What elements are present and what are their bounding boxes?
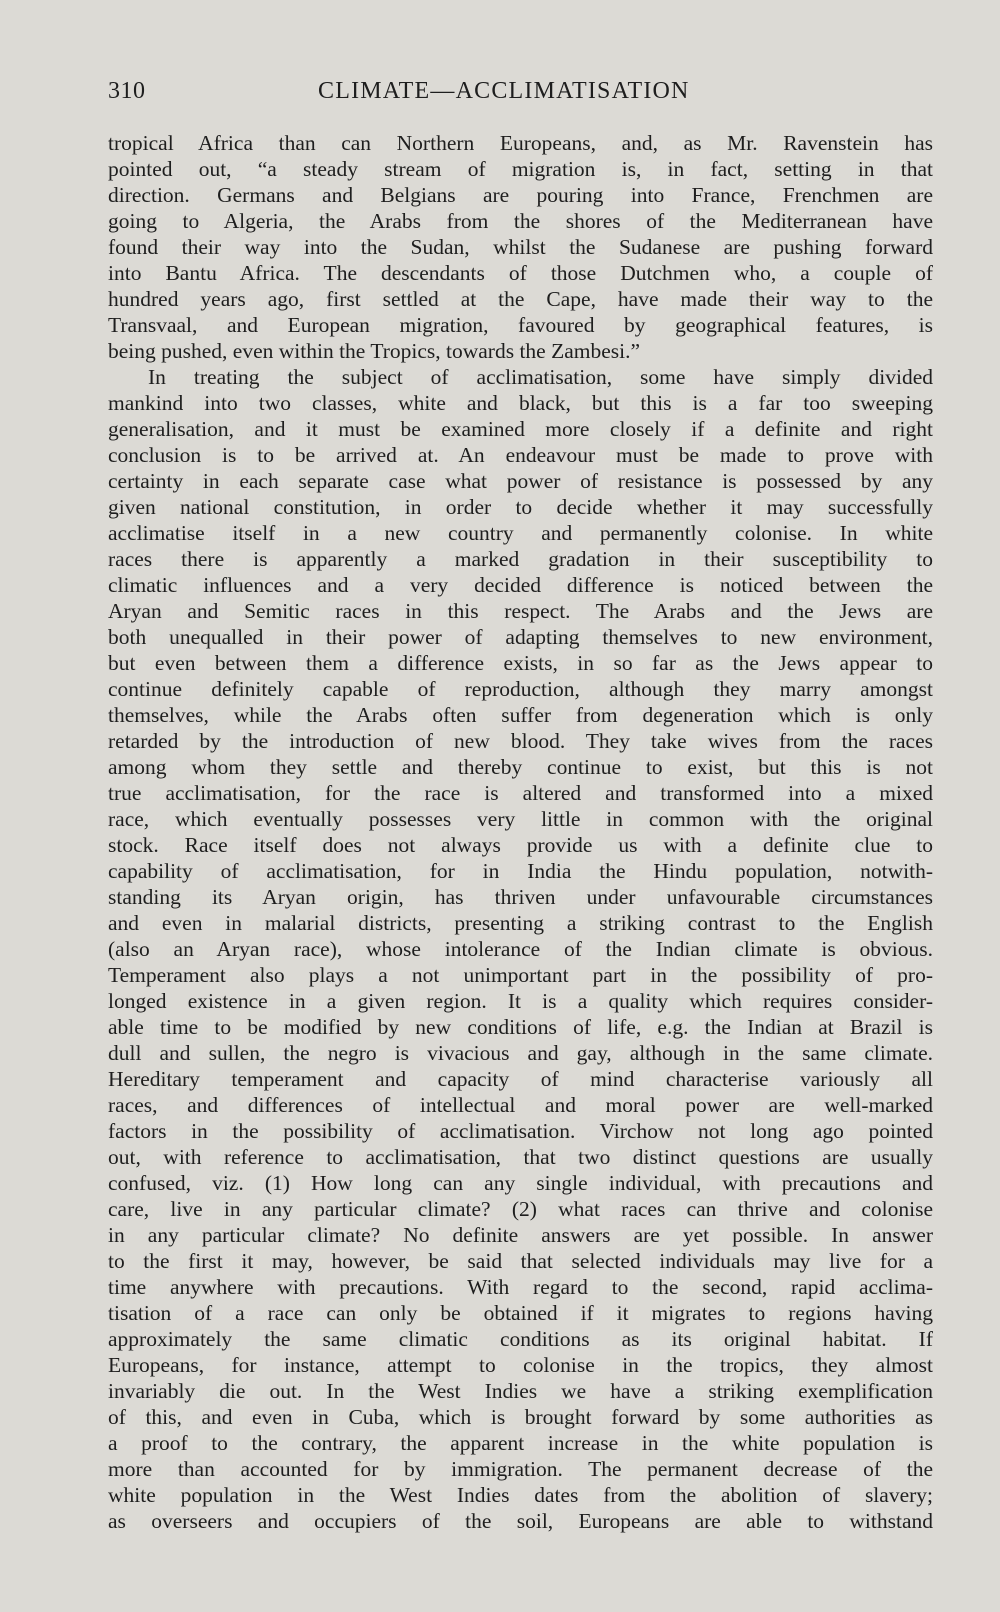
text-line: time anywhere with precautions. With regard to the second, rapid acclima- xyxy=(108,1275,933,1299)
text-line: races there is apparently a marked gradation in their susceptibility to xyxy=(108,547,933,571)
running-head: CLIMATE—ACCLIMATISATION xyxy=(318,78,690,104)
text-line: true acclimatisation, for the race is altered and transformed into a mixed xyxy=(108,781,933,805)
text-line: conclusion is to be arrived at. An endeavour must be made to prove with xyxy=(108,443,933,467)
text-line: a proof to the contrary, the apparent increase in the white population is xyxy=(108,1431,933,1455)
text-line: tropical Africa than can Northern Europeans, and, as Mr. Ravenstein has xyxy=(108,131,933,155)
text-line: (also an Aryan race), whose intolerance of the Indian climate is obvious. xyxy=(108,937,933,961)
page-header xyxy=(108,78,933,108)
text-line: to the first it may, however, be said that selected individuals may live for a xyxy=(108,1249,933,1273)
text-line: pointed out, “a steady stream of migration is, in fact, setting in that xyxy=(108,157,933,181)
text-line: into Bantu Africa. The descendants of those Dutchmen who, a couple of xyxy=(108,261,933,285)
text-line: among whom they settle and thereby continue to exist, but this is not xyxy=(108,755,933,779)
text-line: race, which eventually possesses very little in common with the original xyxy=(108,807,933,831)
text-line: but even between them a difference exists, in so far as the Jews appear to xyxy=(108,651,933,675)
text-line: continue definitely capable of reproduction, although they marry amongst xyxy=(108,677,933,701)
page-number: 310 xyxy=(108,78,146,104)
text-line: longed existence in a given region. It is a quality which requires consider- xyxy=(108,989,933,1013)
text-line: care, live in any particular climate? (2) what races can thrive and colonise xyxy=(108,1197,933,1221)
text-line: climatic influences and a very decided difference is noticed between the xyxy=(108,573,933,597)
text-line: standing its Aryan origin, has thriven under unfavourable circumstances xyxy=(108,885,933,909)
text-line: Aryan and Semitic races in this respect. The Arabs and the Jews are xyxy=(108,599,933,623)
text-line: acclimatise itself in a new country and permanently colonise. In white xyxy=(108,521,933,545)
text-line: able time to be modified by new conditions of life, e.g. the Indian at Brazil is xyxy=(108,1015,933,1039)
text-line: both unequalled in their power of adapting themselves to new environment, xyxy=(108,625,933,649)
text-line: In treating the subject of acclimatisation, some have simply divided xyxy=(148,365,933,389)
text-line: certainty in each separate case what power of resistance is possessed by any xyxy=(108,469,933,493)
text-line: of this, and even in Cuba, which is brought forward by some authorities as xyxy=(108,1405,933,1429)
text-line: retarded by the introduction of new blood. They take wives from the races xyxy=(108,729,933,753)
text-line: more than accounted for by immigration. The permanent decrease of the xyxy=(108,1457,933,1481)
text-line: capability of acclimatisation, for in India the Hindu population, notwith- xyxy=(108,859,933,883)
text-line: themselves, while the Arabs often suffer from degeneration which is only xyxy=(108,703,933,727)
text-line: invariably die out. In the West Indies we have a striking exemplification xyxy=(108,1379,933,1403)
text-line: white population in the West Indies dates from the abolition of slavery; xyxy=(108,1483,933,1507)
text-line: going to Algeria, the Arabs from the shores of the Mediterranean have xyxy=(108,209,933,233)
text-line: factors in the possibility of acclimatisation. Virchow not long ago pointed xyxy=(108,1119,933,1143)
text-line: given national constitution, in order to decide whether it may successfully xyxy=(108,495,933,519)
text-line: Hereditary temperament and capacity of mind characterise variously all xyxy=(108,1067,933,1091)
text-line: generalisation, and it must be examined more closely if a definite and right xyxy=(108,417,933,441)
text-line: Transvaal, and European migration, favoured by geographical features, is xyxy=(108,313,933,337)
text-line: as overseers and occupiers of the soil, Europeans are able to withstand xyxy=(108,1509,933,1533)
text-line: stock. Race itself does not always provide us with a definite clue to xyxy=(108,833,933,857)
text-line: confused, viz. (1) How long can any single individual, with precautions and xyxy=(108,1171,933,1195)
text-line: being pushed, even within the Tropics, towards the Zambesi.” xyxy=(108,339,641,363)
text-line: Temperament also plays a not unimportant part in the possibility of pro- xyxy=(108,963,933,987)
text-line: direction. Germans and Belgians are pouring into France, Frenchmen are xyxy=(108,183,933,207)
text-line: approximately the same climatic conditions as its original habitat. If xyxy=(108,1327,933,1351)
text-line: dull and sullen, the negro is vivacious and gay, although in the same climate. xyxy=(108,1041,933,1065)
text-line: out, with reference to acclimatisation, that two distinct questions are usually xyxy=(108,1145,933,1169)
body-text xyxy=(108,130,933,1534)
text-line: hundred years ago, first settled at the Cape, have made their way to the xyxy=(108,287,933,311)
text-line: in any particular climate? No definite answers are yet possible. In answer xyxy=(108,1223,933,1247)
text-line: and even in malarial districts, presenting a striking contrast to the English xyxy=(108,911,933,935)
text-line: Europeans, for instance, attempt to colonise in the tropics, they almost xyxy=(108,1353,933,1377)
text-line: tisation of a race can only be obtained if it migrates to regions having xyxy=(108,1301,933,1325)
text-line: mankind into two classes, white and black, but this is a far too sweeping xyxy=(108,391,933,415)
text-line: found their way into the Sudan, whilst the Sudanese are pushing forward xyxy=(108,235,933,259)
text-line: races, and differences of intellectual and moral power are well-marked xyxy=(108,1093,933,1117)
